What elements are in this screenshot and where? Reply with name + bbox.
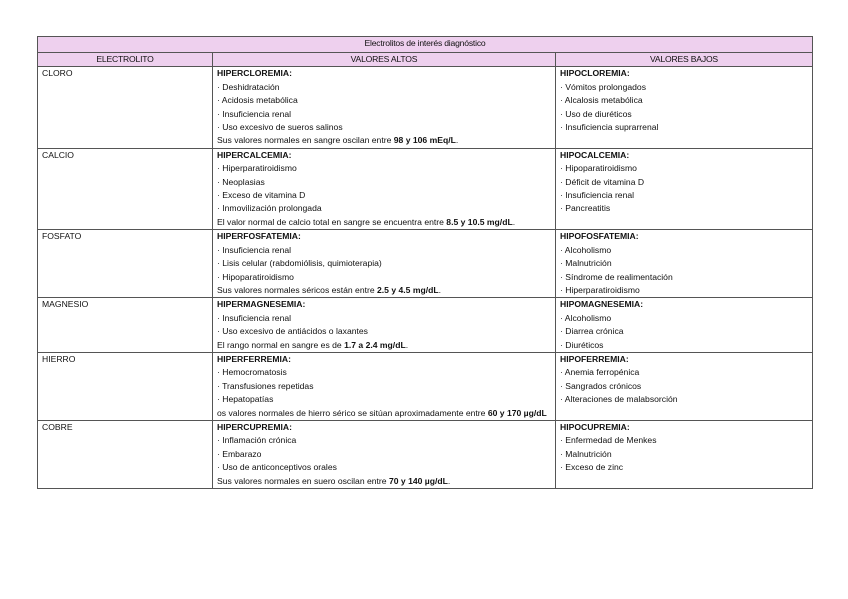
cause-item <box>217 257 551 270</box>
cause-item <box>560 162 808 175</box>
condition-title: HIPOMAGNESEMIA: <box>560 299 644 310</box>
bullet: · <box>217 163 220 174</box>
bullet: · <box>560 367 563 378</box>
bullet: · <box>217 448 220 459</box>
condition-title: HIPERCLOREMIA: <box>217 68 292 79</box>
cause-text: Pancreatitis <box>565 203 611 214</box>
cause-text: Uso excesivo de sueros salinos <box>222 122 343 133</box>
bullet: · <box>217 367 220 378</box>
electrolyte-name: HIERRO <box>38 352 213 420</box>
condition-title: HIPERCALCEMIA: <box>217 149 292 160</box>
cause-item <box>217 380 551 393</box>
note-text: El valor normal de calcio total en sangre se encuentra entre <box>217 216 447 227</box>
cause-item <box>560 202 808 215</box>
cause-text: Insuficiencia renal <box>222 244 292 255</box>
note-suffix: . <box>512 216 516 227</box>
bullet: · <box>217 81 220 92</box>
cause-item <box>560 257 808 270</box>
high-values-cell <box>213 230 556 298</box>
cause-item <box>560 448 808 461</box>
high-values-cell <box>213 148 556 229</box>
cause-text: Insuficiencia renal <box>222 108 292 119</box>
electrolyte-name: COBRE <box>38 420 213 488</box>
bullet: · <box>560 244 563 255</box>
cause-text: Acidosis metabólica <box>221 95 298 106</box>
cause-item <box>560 312 808 325</box>
note-text: Sus valores normales en sangre oscilan entre <box>217 135 394 146</box>
bullet: · <box>560 312 563 323</box>
cause-item <box>560 244 808 257</box>
cause-text: Diarrea crónica <box>565 326 624 337</box>
cause-text: Hipoparatiroidismo <box>565 163 637 174</box>
bullet: · <box>560 258 563 269</box>
cause-text: Neoplasias <box>222 176 265 187</box>
cause-item <box>560 284 808 297</box>
condition-title: HIPOCALCEMIA: <box>560 149 630 160</box>
bullet: · <box>560 394 563 405</box>
cause-text: Enfermedad de Menkes <box>565 435 657 446</box>
normal-range-value: 98 y 106 mEq/L <box>393 135 456 146</box>
cause-item <box>217 81 551 94</box>
note-text: Sus valores normales séricos están entre <box>217 284 378 295</box>
normal-range-note <box>217 339 551 352</box>
bullet: · <box>560 326 563 337</box>
table-title-row <box>38 37 813 53</box>
cause-text: Lisis celular (rabdomiólisis, quimioterapia) <box>222 258 382 269</box>
cause-text: Deshidratación <box>222 81 280 92</box>
cause-text: Anemia ferropénica <box>564 367 640 378</box>
cause-item <box>560 393 808 406</box>
cause-item <box>217 434 551 447</box>
cause-text: Embarazo <box>222 448 262 459</box>
cause-item <box>560 121 808 134</box>
table-body <box>38 67 813 489</box>
table-row <box>38 420 813 488</box>
cause-item <box>217 448 551 461</box>
bullet: · <box>560 163 563 174</box>
bullet: · <box>217 462 220 473</box>
bullet: · <box>217 108 220 119</box>
cause-text: Hiperparatiroidismo <box>222 163 297 174</box>
bullet: · <box>560 380 563 391</box>
bullet: · <box>560 81 563 92</box>
bullet: · <box>217 435 220 446</box>
cause-text: Exceso de vitamina D <box>222 190 306 201</box>
electrolytes-table <box>37 36 813 489</box>
high-values-cell <box>213 298 556 353</box>
electrolyte-name: CALCIO <box>38 148 213 229</box>
cause-item <box>560 271 808 284</box>
bullet: · <box>217 244 220 255</box>
normal-range-note <box>217 475 551 488</box>
bullet: · <box>217 326 220 337</box>
cause-text: Hiperparatiroidismo <box>565 284 640 295</box>
note-text: os valores normales de hierro sérico se sitúan aproximadamente entre <box>217 407 488 418</box>
cause-text: Déficit de vitamina D <box>565 176 645 187</box>
normal-range-value: 8.5 y 10.5 mg/dL <box>446 216 513 227</box>
normal-range-note <box>217 216 551 229</box>
cause-item <box>217 461 551 474</box>
cause-item <box>560 380 808 393</box>
cause-item <box>217 312 551 325</box>
cause-text: Alteraciones de malabsorción <box>564 394 678 405</box>
cause-text: Sangrados crónicos <box>565 380 642 391</box>
condition-title: HIPERMAGNESEMIA: <box>217 299 306 310</box>
bullet: · <box>560 190 563 201</box>
high-values-cell <box>213 352 556 420</box>
electrolyte-name: MAGNESIO <box>38 298 213 353</box>
table-row <box>38 230 813 298</box>
low-values-cell <box>556 230 813 298</box>
low-values-cell <box>556 67 813 148</box>
bullet: · <box>560 448 563 459</box>
cause-item <box>217 94 551 107</box>
cause-item <box>217 202 551 215</box>
condition-title: HIPOFOSFATEMIA: <box>560 231 639 242</box>
cause-text: Malnutrición <box>565 448 612 459</box>
cause-item <box>217 325 551 338</box>
bullet: · <box>560 203 563 214</box>
cause-text: Alcoholismo <box>564 312 612 323</box>
cause-item <box>217 366 551 379</box>
condition-title: HIPOCLOREMIA: <box>560 68 630 79</box>
header-valores-altos: VALORES ALTOS <box>213 53 556 67</box>
condition-title: HIPERFOSFATEMIA: <box>217 231 301 242</box>
cause-item <box>560 94 808 107</box>
bullet: · <box>217 258 220 269</box>
cause-item <box>217 108 551 121</box>
cause-item <box>217 162 551 175</box>
cause-text: Alcalosis metabólica <box>564 95 643 106</box>
bullet: · <box>560 271 563 282</box>
cause-item <box>560 339 808 352</box>
bullet: · <box>217 122 220 133</box>
cause-text: Vómitos prolongados <box>565 81 646 92</box>
bullet: · <box>560 435 563 446</box>
table-row <box>38 352 813 420</box>
bullet: · <box>217 203 220 214</box>
cause-text: Insuficiencia renal <box>222 312 292 323</box>
cause-text: Transfusiones repetidas <box>222 380 314 391</box>
bullet: · <box>217 176 220 187</box>
cause-item <box>560 434 808 447</box>
cause-text: Uso excesivo de antiácidos o laxantes <box>222 326 368 337</box>
note-text: Sus valores normales en suero oscilan entre <box>217 475 389 486</box>
table-row <box>38 67 813 148</box>
condition-title: HIPERCUPREMIA: <box>217 421 292 432</box>
cause-text: Uso de anticonceptivos orales <box>222 462 337 473</box>
normal-range-note <box>217 284 551 297</box>
cause-text: Síndrome de realimentación <box>565 271 673 282</box>
cause-text: Hipoparatiroidismo <box>222 271 294 282</box>
normal-range-note <box>217 134 551 147</box>
table-header-row <box>38 53 813 67</box>
bullet: · <box>560 122 563 133</box>
header-electrolito: ELECTROLITO <box>38 53 213 67</box>
cause-text: Hemocromatosis <box>222 367 287 378</box>
bullet: · <box>560 339 563 350</box>
cause-item <box>217 244 551 257</box>
bullet: · <box>560 284 563 295</box>
normal-range-note <box>217 407 551 420</box>
cause-item <box>560 108 808 121</box>
normal-range-value: 60 y 170 µg/dL <box>487 407 547 418</box>
normal-range-value: 70 y 140 µg/dL <box>388 475 448 486</box>
bullet: · <box>217 380 220 391</box>
cause-text: Inflamación crónica <box>222 435 297 446</box>
bullet: · <box>217 190 220 201</box>
note-suffix: . <box>405 339 409 350</box>
cause-item <box>217 271 551 284</box>
cause-item <box>217 189 551 202</box>
high-values-cell <box>213 67 556 148</box>
note-suffix: . <box>438 284 442 295</box>
cause-text: Insuficiencia suprarrenal <box>565 122 659 133</box>
cause-text: Malnutrición <box>565 258 612 269</box>
cause-item <box>217 121 551 134</box>
bullet: · <box>560 108 563 119</box>
cause-item <box>217 176 551 189</box>
bullet: · <box>217 312 220 323</box>
cause-item <box>560 325 808 338</box>
normal-range-value: 1.7 a 2.4 mg/dL <box>344 339 406 350</box>
cause-text: Uso de diuréticos <box>565 108 632 119</box>
cause-text: Exceso de zinc <box>565 462 624 473</box>
note-suffix: . <box>447 475 451 486</box>
low-values-cell <box>556 352 813 420</box>
cause-text: Insuficiencia renal <box>565 190 635 201</box>
cause-item <box>560 189 808 202</box>
header-valores-bajos: VALORES BAJOS <box>556 53 813 67</box>
cause-item <box>217 393 551 406</box>
note-suffix: . <box>455 135 459 146</box>
bullet: · <box>560 462 563 473</box>
low-values-cell <box>556 148 813 229</box>
note-text: El rango normal en sangre es de <box>217 339 345 350</box>
normal-range-value: 2.5 y 4.5 mg/dL <box>377 284 439 295</box>
electrolyte-name: FOSFATO <box>38 230 213 298</box>
cause-text: Diuréticos <box>565 339 604 350</box>
bullet: · <box>560 95 563 106</box>
cause-text: Inmovilización prolongada <box>222 203 322 214</box>
condition-title: HIPOFERREMIA: <box>560 353 629 364</box>
bullet: · <box>217 394 220 405</box>
cause-text: Hepatopatías <box>222 394 274 405</box>
high-values-cell <box>213 420 556 488</box>
bullet: · <box>217 271 220 282</box>
bullet: · <box>217 95 220 106</box>
table-row <box>38 298 813 353</box>
bullet: · <box>560 176 563 187</box>
table-row <box>38 148 813 229</box>
cause-item <box>560 176 808 189</box>
table-title: Electrolitos de interés diagnóstico <box>38 37 813 53</box>
condition-title: HIPERFERREMIA: <box>217 353 292 364</box>
cause-item <box>560 366 808 379</box>
cause-item <box>560 461 808 474</box>
low-values-cell <box>556 420 813 488</box>
low-values-cell <box>556 298 813 353</box>
condition-title: HIPOCUPREMIA: <box>560 421 630 432</box>
cause-item <box>560 81 808 94</box>
electrolyte-name: CLORO <box>38 67 213 148</box>
cause-text: Alcoholismo <box>564 244 612 255</box>
